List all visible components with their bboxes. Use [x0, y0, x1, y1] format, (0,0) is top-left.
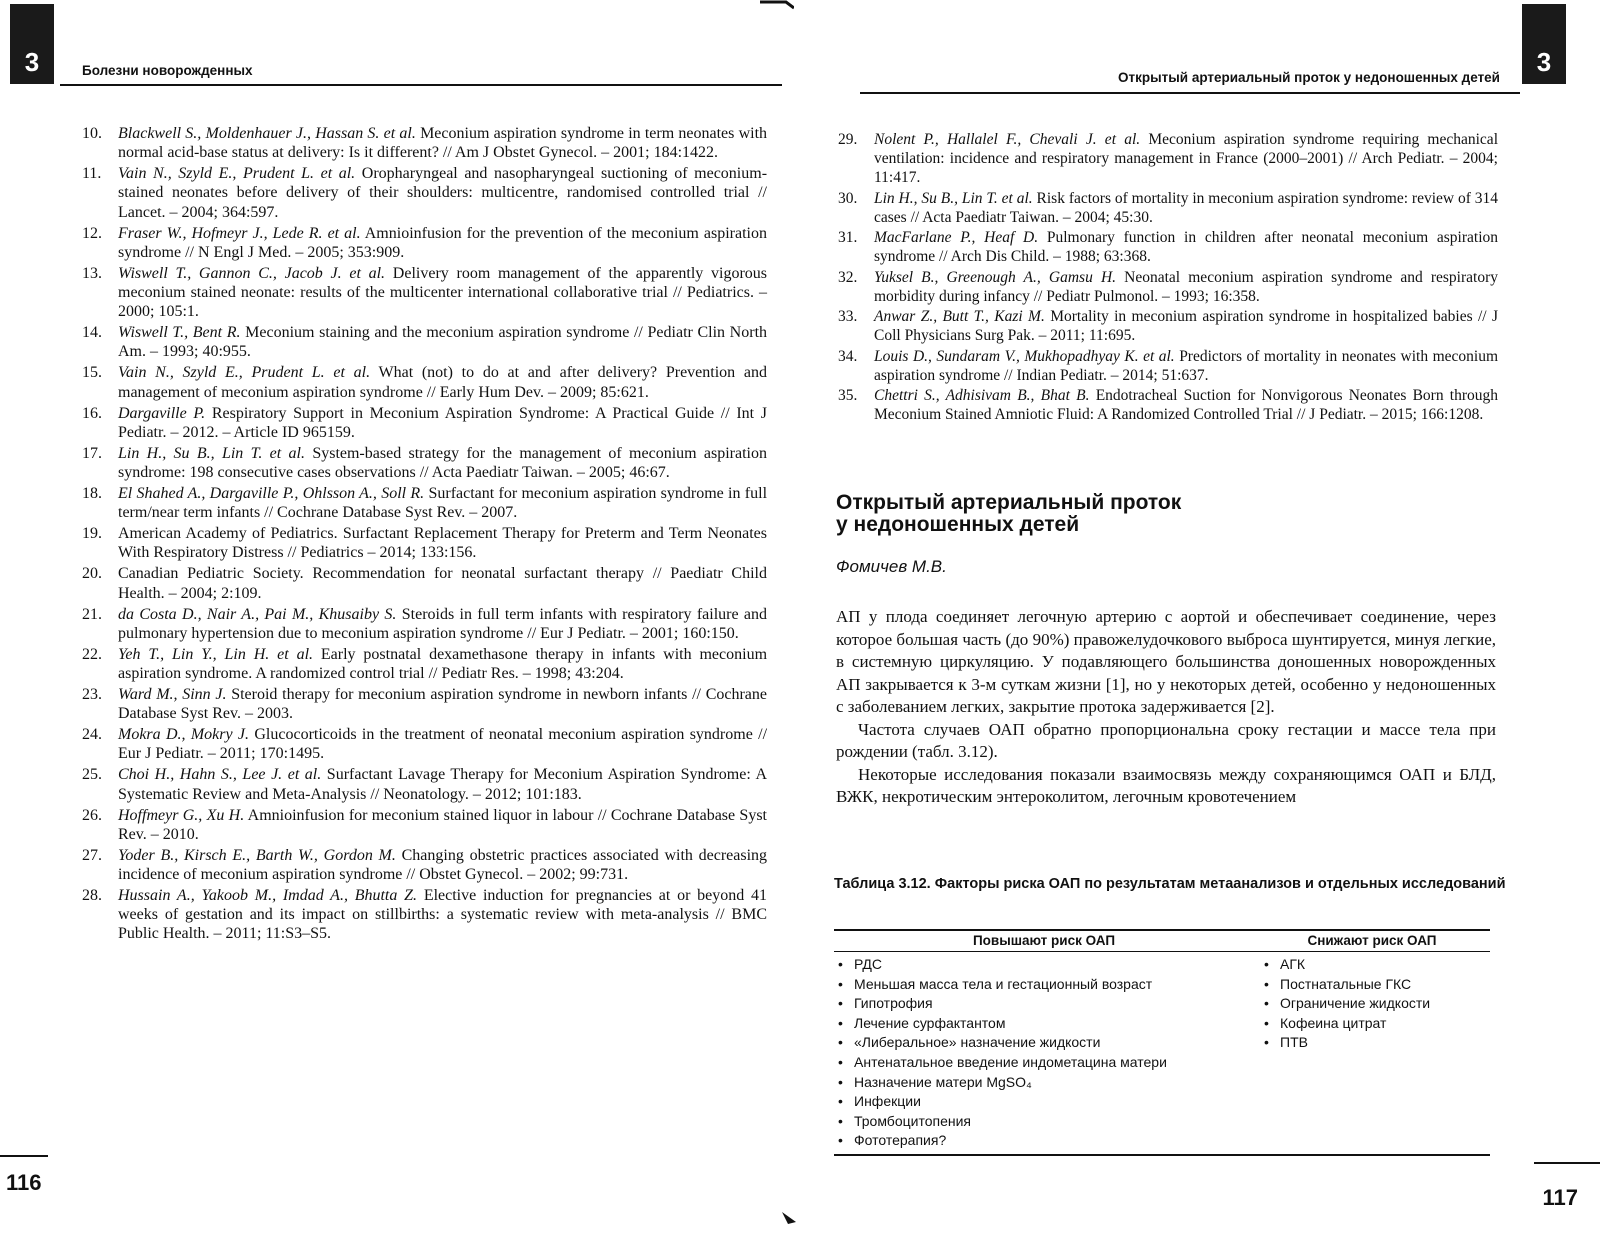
reference-authors: Dargaville P.	[118, 404, 206, 422]
crop-mark-icon	[780, 1210, 798, 1226]
risk-factors-table	[834, 929, 1490, 1156]
reference-authors: El Shahed A., Dargaville P., Ohlsson A., Soll R.	[118, 485, 425, 503]
section-title-line: Открытый артериальный проток	[836, 491, 1182, 514]
reference-item	[82, 124, 767, 162]
section-title	[836, 492, 1316, 536]
list-item: • Меньшая масса тела и гестационный возраст	[834, 975, 1254, 995]
reference-item	[82, 806, 767, 844]
reference-text: Predictors of mortality in neonates with meconium aspiration syndrome // Indian Pediatr. – 2014; 51:637.	[874, 347, 1498, 384]
reference-text: Respiratory Support in Meconium Aspiration Syndrome: A Practical Guide // Int J Pediatr. – 2012. – Article ID 965159.	[118, 404, 768, 441]
reference-authors: Anwar Z., Butt T., Kazi M.	[874, 308, 1045, 325]
reference-item	[838, 268, 1498, 306]
header-rule	[60, 84, 782, 86]
list-item: • Тромбоцитопения	[834, 1112, 1254, 1132]
reference-item	[82, 524, 767, 562]
reference-authors: MacFarlane P., Heaf D.	[874, 229, 1039, 246]
table-caption-text: Факторы риска ОАП по результатам метаанализов и отдельных исследований	[934, 876, 1506, 892]
list-item: • Кофеина цитрат	[1260, 1014, 1490, 1034]
reference-text: Canadian Pediatric Society. Recommendation for neonatal surfactant therapy // Paediatr Child Health. – 2004; 2:109.	[118, 565, 767, 602]
reference-authors: Chettri S., Adhisivam B., Bhat B.	[874, 387, 1090, 404]
reference-item	[82, 264, 767, 322]
reference-authors: Yuksel B., Greenough A., Gamsu H.	[874, 268, 1117, 286]
list-item: • Антенатальное введение индометацина матери	[834, 1053, 1254, 1073]
list-item: • Назначение матери MgSO₄	[834, 1073, 1254, 1093]
reference-text: Oropharyngeal and nasopharyngeal suctioning of meconium-stained neonates before delivery of their shoulders: multicentre, randomised controlled trial // Lancet. – 2004; 364:597.	[118, 165, 768, 221]
section-title-line: у недоношенных детей	[836, 513, 1080, 536]
right-page	[800, 0, 1600, 1245]
reference-text: Surfactant for meconium aspiration syndrome in full term/near term infants // Cochrane Database Syst Rev. – 2007.	[118, 485, 768, 522]
reference-item	[82, 224, 767, 262]
reference-text: Changing obstetric practices associated with decreasing incidence of meconium aspiration syndrome // Obstet Gynecol. – 2002; 99:731.	[118, 846, 768, 884]
reference-item	[82, 444, 767, 482]
reference-authors: Ward M., Sinn J.	[118, 686, 227, 704]
reference-authors: Vain N., Szyld E., Prudent L. et al.	[118, 364, 371, 382]
reference-number: 29.	[838, 131, 858, 148]
list-item: • Фототерапия?	[834, 1131, 1254, 1151]
reference-authors: Nolent P., Hallalel F., Chevali J. et al.	[874, 131, 1141, 148]
reference-number: 34.	[838, 347, 858, 365]
reference-number: 16.	[82, 404, 102, 422]
reference-text: Steroids in full term infants with respiratory failure and pulmonary hypertension due to meconium aspiration syndrome // Eur J Pediatr. – 2001; 160:150.	[118, 605, 768, 642]
reference-text: What (not) to do at and after delivery? Prevention and management of meconium aspiration syndrome // Early Hum Dev. – 2009; 85:621.	[118, 364, 767, 401]
reference-number: 20.	[82, 565, 102, 583]
reference-number: 13.	[82, 264, 102, 282]
column-header-increase: Повышают риск ОАП	[834, 930, 1254, 952]
reference-text: Surfactant Lavage Therapy for Meconium Aspiration Syndrome: A Systematic Review and Meta-Analysis // Neonatology. – 2012; 101:183.	[118, 766, 767, 803]
reference-number: 30.	[838, 189, 858, 207]
reference-number: 31.	[838, 229, 858, 246]
reference-authors: Choi H., Hahn S., Lee J. et al.	[118, 766, 322, 784]
reference-item	[82, 725, 767, 763]
reference-text: Endotracheal Suction for Nonvigorous Neonates Born through Meconium Stained Amniotic Fluid: A Randomized Controlled Trial // J Pediatr. – 2015; 166:1208.	[874, 387, 1499, 423]
reference-authors: Yeh T., Lin Y., Lin H. et al.	[118, 645, 314, 663]
reference-number: 11.	[82, 165, 102, 183]
reference-item	[838, 307, 1498, 345]
reference-item	[838, 347, 1498, 385]
reference-text: Elective induction for pregnancies at or beyond 41 weeks of gestation and its impact on stillbirths: a systematic review with meta-analysis // BMC Public Health. – 2011; 11:S3–S5.	[118, 887, 768, 943]
reference-authors: Lin H., Su B., Lin T. et al.	[118, 444, 305, 462]
reference-text: Amnioinfusion for meconium stained liquor in labour // Cochrane Database Syst Rev. – 2010.	[118, 806, 767, 843]
reference-authors: Hoffmeyr G., Xu H.	[118, 806, 245, 824]
reference-number: 15.	[82, 364, 102, 382]
reference-item	[82, 323, 767, 361]
list-item: • ПТВ	[1260, 1033, 1490, 1053]
crop-mark-icon	[760, 0, 794, 10]
reference-text: Meconium staining and the meconium aspiration syndrome // Pediatr Clin North Am. – 1993; 40:955.	[118, 324, 768, 361]
reference-item	[838, 386, 1498, 424]
list-item: • Лечение сурфактантом	[834, 1014, 1254, 1034]
reference-number: 22.	[82, 645, 102, 663]
decrease-cell	[1254, 952, 1490, 1155]
reference-item	[82, 685, 767, 723]
reference-number: 18.	[82, 485, 102, 503]
page-number: 116	[6, 1170, 42, 1195]
reference-item	[838, 228, 1498, 266]
running-head: Открытый артериальный проток у недоношенных детей	[1117, 70, 1500, 85]
reference-text: Meconium aspiration syndrome in term neonates with normal acid-base status at delivery: Is it different? // Am J Obstet Gynecol. – 2001; 184:1422.	[118, 125, 768, 162]
paragraph: Частота случаев ОАП обратно пропорциональна сроку гестации и массе тела при рождении (табл. 3.12).	[836, 719, 1496, 761]
table-caption-label: Таблица 3.12.	[834, 876, 931, 892]
column-header-decrease: Снижают риск ОАП	[1254, 930, 1490, 952]
reference-text: Pulmonary function in children after neonatal meconium aspiration syndrome // Arch Dis Child. – 1988; 63:368.	[874, 229, 1499, 265]
footer-rule	[1534, 1162, 1600, 1164]
list-item: • Гипотрофия	[834, 994, 1254, 1014]
running-head: Болезни новорожденных	[82, 63, 253, 78]
reference-item	[82, 886, 767, 944]
decrease-list	[1260, 955, 1490, 1053]
footer-rule	[0, 1155, 48, 1157]
reference-number: 27.	[82, 846, 102, 864]
reference-item	[82, 765, 767, 803]
reference-text: Steroid therapy for meconium aspiration syndrome in newborn infants // Cochrane Database Syst Rev. – 2003.	[118, 686, 768, 723]
reference-list	[838, 130, 1498, 426]
increase-list	[834, 955, 1254, 1151]
list-item: • РДС	[834, 955, 1254, 975]
list-item: • «Либеральное» назначение жидкости	[834, 1033, 1254, 1053]
reference-number: 17.	[82, 444, 102, 462]
reference-number: 26.	[82, 806, 102, 824]
reference-text: Early postnatal dexamethasone therapy in infants with meconium aspiration syndrome. A randomized control trial // Pediatr Res. – 1998; 43:204.	[118, 645, 768, 683]
reference-number: 25.	[82, 766, 102, 784]
reference-text: Delivery room management of the apparently vigorous meconium stained neonate: results of the multicenter international collaborative trial // Pediatrics. – 2000; 105:1.	[118, 264, 768, 321]
reference-item	[82, 645, 767, 683]
page-number: 117	[1542, 1185, 1578, 1210]
reference-authors: Hussain A., Yakoob M., Imdad A., Bhutta Z.	[118, 887, 418, 905]
reference-item	[82, 484, 767, 522]
reference-authors: da Costa D., Nair A., Pai M., Khusaiby S.	[118, 605, 397, 623]
reference-number: 35.	[838, 387, 858, 404]
paragraph: АП у плода соединяет легочную артерию с аортой и обеспечивает соединение, через которое большая часть (до 90%) правожелудочкового выброса шунтируется, минуя легкие, в системную циркуляцию. У подавляющего большинства доношенных новорожденных АП закрывается к 3-м суткам жизни [1], но у некоторых детей, особенно у недоношенных с заболеванием легких, закрытие протока задерживается [2].	[836, 607, 1496, 716]
chapter-tab: 3	[1522, 4, 1566, 84]
reference-item	[82, 564, 767, 602]
paragraph: Некоторые исследования показали взаимосвязь между сохраняющимся ОАП и БЛД, ВЖК, некротическим энтероколитом, легочным кровотечением	[836, 764, 1496, 806]
reference-authors: Blackwell S., Moldenhauer J., Hassan S. et al.	[118, 125, 416, 142]
reference-number: 33.	[838, 308, 858, 325]
list-item: • Ограничение жидкости	[1260, 994, 1490, 1014]
reference-item	[82, 846, 767, 884]
reference-item	[82, 404, 767, 442]
reference-number: 19.	[82, 525, 102, 543]
reference-number: 23.	[82, 686, 102, 704]
reference-text: American Academy of Pediatrics. Surfactant Replacement Therapy for Preterm and Term Neonates With Respiratory Distress // Pediatrics – 2014; 133:156.	[118, 525, 767, 562]
reference-authors: Louis D., Sundaram V., Mukhopadhyay K. et al.	[874, 347, 1175, 365]
reference-number: 24.	[82, 726, 102, 744]
reference-number: 14.	[82, 324, 102, 342]
reference-number: 10.	[82, 125, 102, 142]
reference-text: System-based strategy for the management of meconium aspiration syndrome: 198 consecutive cases observations // Acta Paediatr Taiwan. – 2005; 46:67.	[118, 444, 768, 482]
reference-authors: Mokra D., Mokry J.	[118, 726, 250, 744]
reference-authors: Fraser W., Hofmeyr J., Lede R. et al.	[118, 224, 361, 242]
list-item: • Инфекции	[834, 1092, 1254, 1112]
section-author: Фомичев М.В.	[836, 557, 947, 576]
reference-authors: Lin H., Su B., Lin T. et al.	[874, 189, 1033, 207]
list-item: • Постнатальные ГКС	[1260, 975, 1490, 995]
increase-cell	[834, 952, 1254, 1155]
header-rule	[860, 92, 1520, 94]
chapter-tab: 3	[10, 4, 54, 84]
table-caption	[834, 874, 1514, 894]
reference-item	[838, 189, 1498, 227]
reference-text: Risk factors of mortality in meconium aspiration syndrome: review of 314 cases // Acta Paediatr Taiwan. – 2004; 45:30.	[874, 189, 1498, 226]
reference-text: Neonatal meconium aspiration syndrome and respiratory morbidity during infancy // Pediatr Pulmonol. – 1993; 16:358.	[874, 268, 1498, 305]
reference-authors: Vain N., Szyld E., Prudent L. et al.	[118, 165, 356, 183]
reference-item	[82, 605, 767, 643]
body-text	[836, 606, 1496, 809]
reference-text: Meconium aspiration syndrome requiring mechanical ventilation: incidence and respiratory management in France (2000–2001) // Arch Pediatr. – 2004; 11:417.	[874, 131, 1498, 186]
reference-text: Mortality in meconium aspiration syndrome in hospitalized babies // J Coll Physicians Surg Pak. – 2011; 11:695.	[874, 308, 1499, 344]
reference-item	[82, 164, 767, 222]
reference-authors: Yoder B., Kirsch E., Barth W., Gordon M.	[118, 846, 396, 864]
reference-number: 12.	[82, 224, 102, 242]
reference-number: 32.	[838, 268, 858, 286]
reference-authors: Wiswell T., Bent R.	[118, 324, 241, 342]
reference-number: 28.	[82, 887, 102, 905]
reference-list	[82, 124, 767, 945]
list-item: • АГК	[1260, 955, 1490, 975]
reference-item	[82, 363, 767, 401]
reference-text: Amnioinfusion for the prevention of the meconium aspiration syndrome // N Engl J Med. – 2005; 353:909.	[118, 224, 767, 261]
reference-authors: Wiswell T., Gannon C., Jacob J. et al.	[118, 264, 386, 282]
reference-text: Glucocorticoids in the treatment of neonatal meconium aspiration syndrome // Eur J Pediatr. – 2011; 170:1495.	[118, 726, 768, 763]
reference-number: 21.	[82, 605, 102, 623]
reference-item	[838, 130, 1498, 187]
